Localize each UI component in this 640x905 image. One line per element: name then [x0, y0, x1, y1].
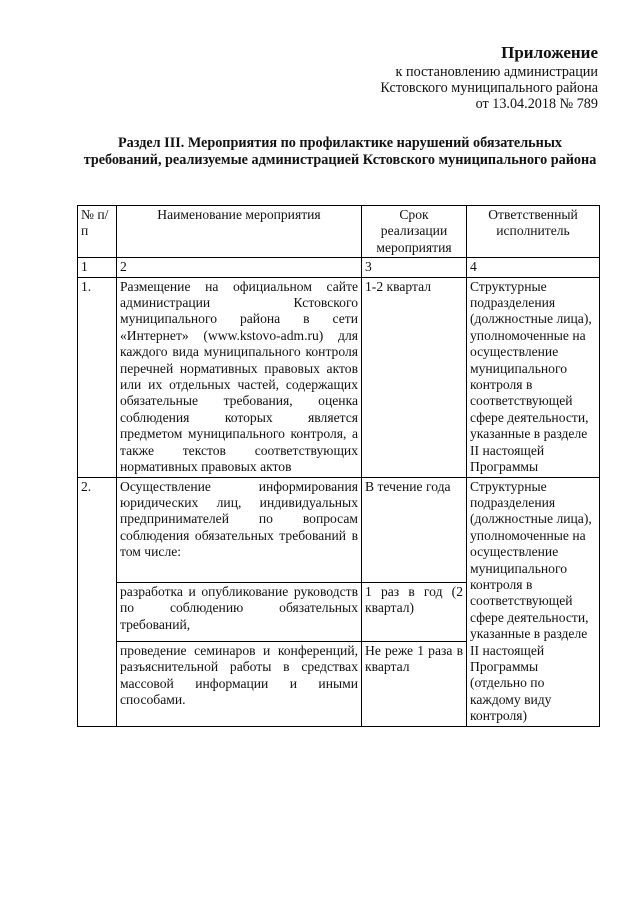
table-row	[78, 477, 600, 582]
table-header-row	[78, 206, 600, 258]
header-responsible: Ответственный исполнитель	[467, 206, 600, 258]
appendix-line-3: от 13.04.2018 № 789	[475, 96, 598, 112]
measure-name: разработка и опубликование руководств по соблюдению обязательных требований,	[117, 582, 362, 641]
measure-term: Не реже 1 раза в квартал	[362, 641, 467, 726]
measure-responsible: Структурные подразделения (должностные лица), уполномоченные на осуществление муниципального контроля в соответствующей сфере деятельности, указанные в разделе II настоящей Программы	[467, 277, 600, 477]
appendix-block	[380, 43, 598, 112]
column-number: 2	[117, 258, 362, 277]
column-number: 1	[78, 258, 117, 277]
measure-name: Осуществление информирования юридических лиц, индивидуальных предпринимателей по вопросам соблюдения обязательных требований в том числе:	[117, 477, 362, 582]
measure-term: 1 раз в год (2 квартал)	[362, 582, 467, 641]
appendix-line-2: Кстовского муниципального района	[380, 80, 598, 96]
section-title: Раздел III. Мероприятия по профилактике нарушений обязательных требований, реализуемые администрацией Кстовского муниципального района	[83, 135, 597, 168]
header-num: № п/п	[78, 206, 117, 258]
appendix-line-1: к постановлению администрации	[395, 64, 598, 80]
header-term: Срок реализации мероприятия	[362, 206, 467, 258]
measure-term: В течение года	[362, 477, 467, 582]
table-numbering-row	[78, 258, 600, 277]
measure-term: 1-2 квартал	[362, 277, 467, 477]
measure-responsible: Структурные подразделения (должностные лица), уполномоченные на осуществление муниципального контроля в соответствующей сфере деятельности, указанные в разделе II настоящей Программы (отдельно по каждому виду контроля)	[467, 477, 600, 726]
measures-table	[77, 205, 600, 727]
table-row	[78, 277, 600, 477]
row-number: 1.	[78, 277, 117, 477]
column-number: 4	[467, 258, 600, 277]
row-number: 2.	[78, 477, 117, 726]
header-name: Наименование мероприятия	[117, 206, 362, 258]
measure-name: проведение семинаров и конференций, разъяснительной работы в средствах массовой информации и иными способами.	[117, 641, 362, 726]
column-number: 3	[362, 258, 467, 277]
appendix-title: Приложение	[501, 43, 598, 62]
measure-name: Размещение на официальном сайте администрации Кстовского муниципального района в сети «Интернет» (www.kstovo-adm.ru) для каждого вида муниципального контроля перечней нормативных правовых актов или их отдельных частей, содержащих обязательные требования, оценка соблюдения которых является предметом муниципального контроля, а также текстов соответствующих нормативных правовых актов	[117, 277, 362, 477]
